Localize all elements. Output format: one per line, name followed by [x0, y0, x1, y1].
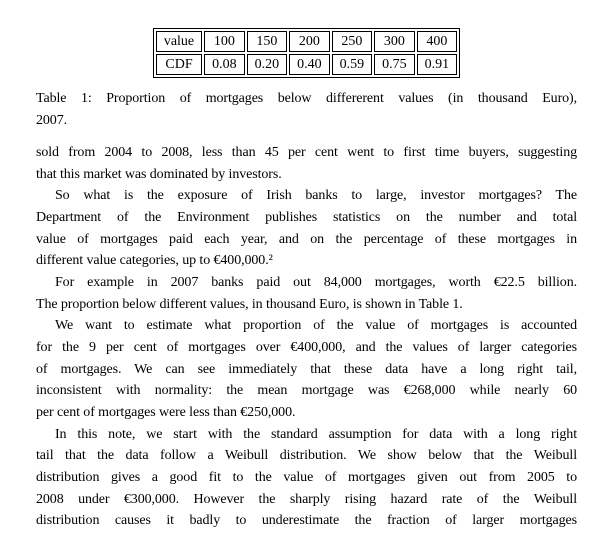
- table-cell: 0.40: [289, 54, 330, 75]
- text-line: In this note, we start with the standard assumption for data with a long right: [55, 426, 577, 442]
- text-line: So what is the exposure of Irish banks to large, investor mortgages? The: [55, 188, 577, 204]
- table-cell: 0.20: [247, 54, 288, 75]
- text-line: tail that the data follow a Weibull distribution. We show below that the Weibull: [36, 448, 577, 464]
- table-1-container: [0, 28, 613, 78]
- mortgage-cdf-table: [153, 28, 460, 78]
- paper-page: [0, 28, 613, 560]
- table-cell: 300: [374, 31, 415, 52]
- text-line: inconsistent with normality: the mean mortgage was €268,000 while nearly 60: [36, 383, 577, 399]
- text-line: For example in 2007 banks paid out 84,000 mortgages, worth €22.5 billion.: [55, 274, 577, 290]
- text-line: different value categories, up to €400,000.²: [36, 253, 273, 269]
- caption-line: Table 1: Proportion of mortgages below differerent values (in thousand Euro),: [36, 91, 577, 106]
- text-line: sold from 2004 to 2008, less than 45 per cent went to first time buyers, suggesting: [36, 145, 577, 160]
- paragraph: [36, 272, 577, 315]
- text-line: distribution causes it badly to underestimate the fraction of larger mortgages: [36, 513, 577, 529]
- table-cell: 200: [289, 31, 330, 52]
- table-cell: 0.59: [332, 54, 373, 75]
- text-line: per cent of mortgages were less than €250,000.: [36, 404, 296, 420]
- text-line: for the 9 per cent of mortgages over €400,000, and the values of larger categories: [36, 339, 577, 355]
- paragraph: [36, 185, 577, 272]
- table-row-cdf: [156, 54, 457, 75]
- text-line: We want to estimate what proportion of the value of mortgages is accounted: [55, 318, 577, 334]
- text-line: value of mortgages paid each year, and on the percentage of these mortgages in: [36, 231, 577, 247]
- body-text: [36, 142, 577, 532]
- paragraph: [36, 315, 577, 423]
- table-cell: 0.08: [204, 54, 245, 75]
- text-line: 2008 under €300,000. However the sharply rising hazard rate of the Weibull: [36, 491, 577, 507]
- text-line: of mortgages. We can see immediately that these data have a long right tail,: [36, 361, 577, 377]
- caption-line: 2007.: [36, 112, 68, 128]
- text-line: Department of the Environment publishes statistics on the number and total: [36, 209, 577, 225]
- text-line: that this market was dominated by investors.: [36, 166, 282, 182]
- table-cell: 0.75: [374, 54, 415, 75]
- table-cell: 100: [204, 31, 245, 52]
- paragraph: [36, 142, 577, 185]
- table-cell: 250: [332, 31, 373, 52]
- table-caption: [36, 88, 577, 131]
- paragraph: [36, 424, 577, 532]
- table-row-header: value: [156, 31, 202, 52]
- table-row-header: CDF: [156, 54, 202, 75]
- table-cell: 0.91: [417, 54, 458, 75]
- text-line: distribution gives a good fit to the value of mortgages given out from 2005 to: [36, 469, 577, 485]
- table-row-value: [156, 31, 457, 52]
- text-line: The proportion below different values, in thousand Euro, is shown in Table 1.: [36, 296, 463, 312]
- table-cell: 150: [247, 31, 288, 52]
- table-cell: 400: [417, 31, 458, 52]
